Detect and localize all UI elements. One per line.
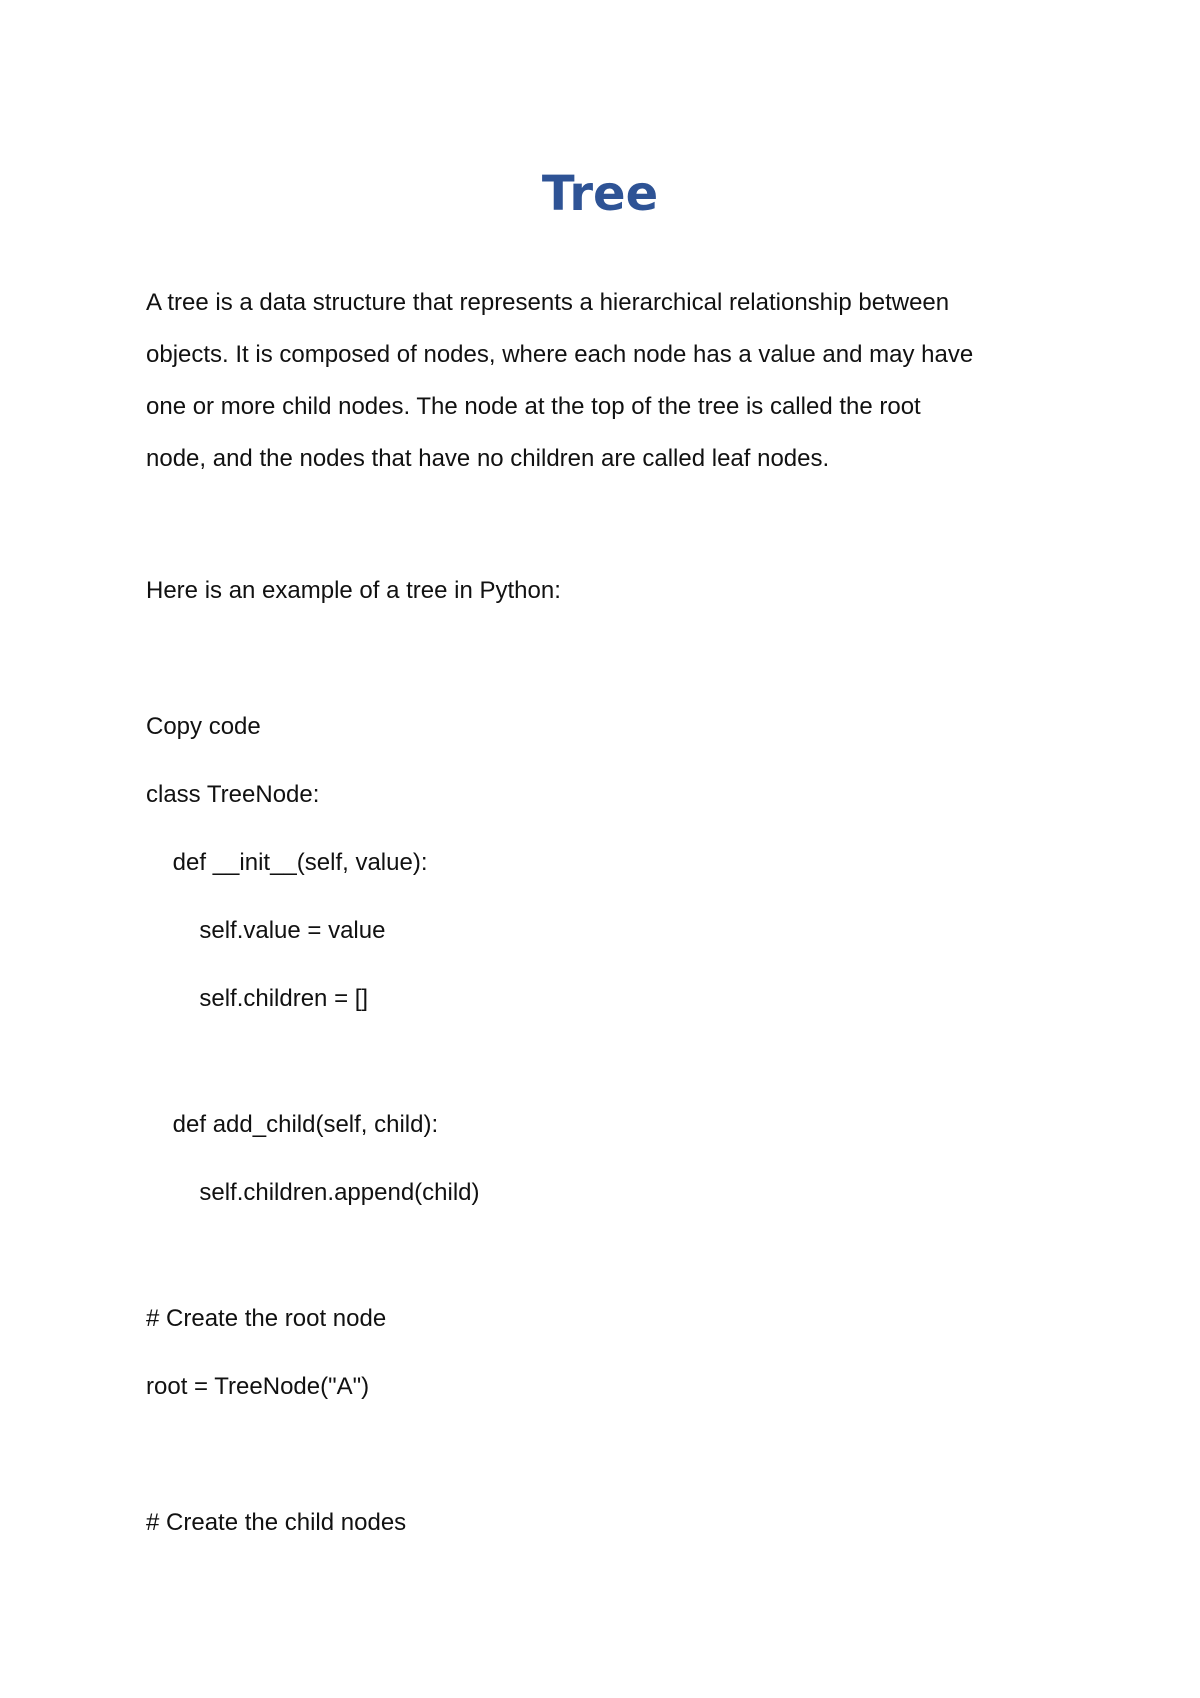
code-line: def add_child(self, child): bbox=[146, 1111, 439, 1138]
code-line: def __init__(self, value): bbox=[146, 849, 428, 876]
intro-paragraph bbox=[146, 277, 1046, 485]
intro-line: objects. It is composed of nodes, where each node has a value and may have bbox=[146, 341, 974, 368]
code-line: root = TreeNode("A") bbox=[146, 1373, 370, 1400]
page-title: Tree bbox=[541, 166, 659, 222]
code-line: self.value = value bbox=[146, 917, 386, 944]
copy-code-label: Copy code bbox=[146, 713, 261, 740]
code-comment: # Create the root node bbox=[146, 1305, 387, 1332]
code-line: self.children.append(child) bbox=[146, 1179, 480, 1206]
code-comment: # Create the child nodes bbox=[146, 1509, 407, 1536]
code-line: class TreeNode: bbox=[146, 781, 320, 808]
example-intro: Here is an example of a tree in Python: bbox=[146, 577, 561, 604]
intro-line: one or more child nodes. The node at the top of the tree is called the root bbox=[146, 393, 921, 420]
intro-line: node, and the nodes that have no children are called leaf nodes. bbox=[146, 445, 830, 472]
code-line: self.children = [] bbox=[146, 985, 369, 1012]
intro-line: A tree is a data structure that represents a hierarchical relationship between bbox=[146, 289, 950, 316]
